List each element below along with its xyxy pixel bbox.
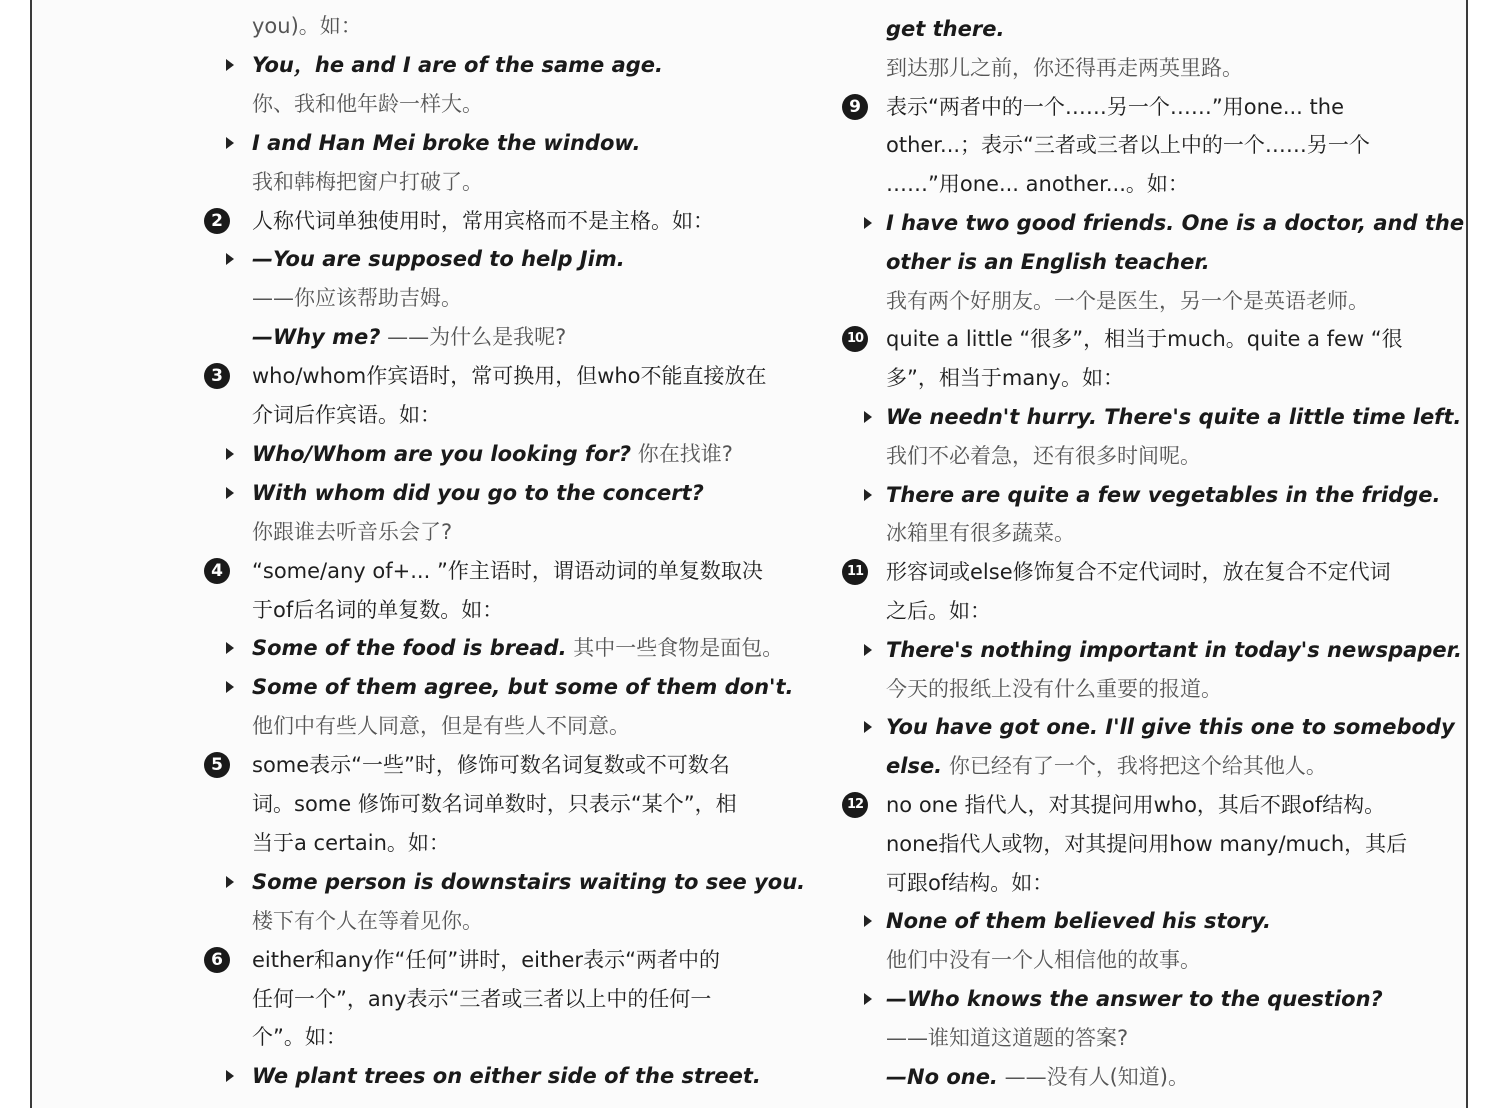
bullet-triangle-icon: [864, 721, 872, 733]
rule-text: 可跟of结构。如：: [886, 870, 1054, 895]
translation-text: 冰箱里有很多蔬菜。: [886, 521, 1075, 546]
example-sentence: There are quite a few vegetables in the fridge.: [886, 482, 1441, 507]
item-number-3: 3: [204, 363, 230, 389]
bullet-triangle-icon: [226, 681, 234, 693]
rule-text: 人称代词单独使用时，常用宾格而不是主格。如：: [252, 208, 714, 233]
example-sentence: We plant trees on either side of the street.: [252, 1064, 761, 1089]
translation-text: 我有两个好朋友。一个是医生，另一个是英语老师。: [886, 288, 1369, 313]
item-number-11: 11: [842, 559, 868, 585]
example-sentence: get there.: [886, 17, 1005, 41]
example-sentence: I and Han Mei broke the window.: [252, 130, 641, 155]
item-number-10: 10: [842, 326, 868, 352]
rule-text: ……”用one... another...。如：: [886, 172, 1189, 197]
example-sentence: —No one. ——没有人(知道)。: [886, 1064, 1189, 1089]
bullet-triangle-icon: [226, 1070, 234, 1082]
item-number-4: 4: [204, 558, 230, 584]
rule-text: who/whom作宾语时，常可换用，但who不能直接放在: [252, 364, 767, 389]
translation-text: 你跟谁去听音乐会了?: [252, 519, 453, 544]
example-sentence: There's nothing important in today's newspaper.: [886, 637, 1462, 662]
item-number-2: 2: [204, 208, 230, 234]
bullet-triangle-icon: [226, 642, 234, 654]
rule-text: 任何一个”，any表示“三者或三者以上中的任何一: [252, 986, 712, 1011]
rule-text: 表示“两者中的一个……另一个……”用one... the: [886, 94, 1344, 119]
example-sentence: Some of the food is bread. 其中一些食物是面包。: [252, 636, 784, 661]
bullet-triangle-icon: [864, 489, 872, 501]
item-number-9: 9: [842, 94, 868, 120]
bullet-triangle-icon: [864, 993, 872, 1005]
rule-text: none指代人或物，对其提问用how many/much，其后: [886, 831, 1408, 856]
bullet-triangle-icon: [864, 644, 872, 656]
example-sentence: else. 你已经有了一个，我将把这个给其他人。: [886, 754, 1327, 779]
rule-text: other...；表示“三者或三者以上中的一个……另一个: [886, 133, 1370, 158]
rule-text: 当于a certain。如：: [252, 830, 450, 855]
bullet-triangle-icon: [226, 59, 234, 71]
example-sentence: With whom did you go to the concert?: [252, 480, 704, 505]
example-sentence: other is an English teacher.: [886, 249, 1210, 274]
bullet-triangle-icon: [226, 137, 234, 149]
translation-text: ——谁知道这道题的答案?: [886, 1025, 1129, 1050]
bullet-triangle-icon: [864, 217, 872, 229]
example-sentence: I have two good friends. One is a doctor, and the: [886, 211, 1465, 235]
rule-text: 介词后作宾语。如：: [252, 403, 441, 427]
example-sentence: —Who knows the answer to the question?: [886, 987, 1383, 1011]
example-sentence: We needn't hurry. There's quite a little time left.: [886, 405, 1462, 429]
translation-text: ——你应该帮助吉姆。: [252, 286, 462, 311]
rule-text: 词。some 修饰可数名词单数时，只表示“某个”，相: [252, 792, 737, 816]
rule-text: 形容词或else修饰复合不定代词时，放在复合不定代词: [886, 560, 1391, 585]
example-sentence: —Why me? ——为什么是我呢?: [252, 325, 567, 350]
bullet-triangle-icon: [226, 876, 234, 888]
example-sentence: Some of them agree, but some of them don't.: [252, 675, 794, 700]
rule-text: 于of后名词的单复数。如：: [252, 597, 504, 622]
translation-text: 他们中有些人同意，但是有些人不同意。: [252, 714, 630, 739]
rule-text: 之后。如：: [886, 599, 991, 623]
rule-text: 个”。如：: [252, 1025, 347, 1050]
bullet-triangle-icon: [864, 915, 872, 927]
example-sentence: Who/Whom are you looking for? 你在找谁?: [252, 441, 733, 466]
item-number-12: 12: [842, 792, 868, 818]
bullet-triangle-icon: [226, 448, 234, 460]
rule-text: quite a little “很多”，相当于much。quite a few “很: [886, 327, 1403, 352]
document-page: [30, 0, 1468, 1108]
example-sentence: None of them believed his story.: [886, 909, 1272, 934]
rule-text: “some/any of+... ”作主语时，谓语动词的单复数取决: [252, 558, 763, 583]
example-sentence: You，he and I are of the same age.: [252, 52, 663, 77]
item-number-6: 6: [204, 947, 230, 973]
translation-text: 他们中没有一个人相信他的故事。: [886, 948, 1201, 973]
translation-text: 今天的报纸上没有什么重要的报道。: [886, 676, 1222, 701]
example-sentence: —You are supposed to help Jim.: [252, 247, 625, 272]
translation-text: 你、我和他年龄一样大。: [252, 91, 483, 116]
rule-text: either和any作“任何”讲时，either表示“两者中的: [252, 947, 720, 972]
bullet-triangle-icon: [226, 487, 234, 499]
translation-text: 到达那儿之前，你还得再走两英里路。: [886, 55, 1243, 80]
example-sentence: You have got one. I'll give this one to somebody: [886, 715, 1455, 740]
translation-text: 我们不必着急，还有很多时间呢。: [886, 443, 1201, 468]
translation-text: 楼下有个人在等着见你。: [252, 908, 483, 933]
example-sentence: Some person is downstairs waiting to see you.: [252, 869, 806, 894]
translation-text: you)。如：: [252, 14, 362, 38]
rule-text: some表示“一些”时，修饰可数名词复数或不可数名: [252, 753, 730, 778]
bullet-triangle-icon: [226, 253, 234, 265]
item-number-5: 5: [204, 752, 230, 778]
rule-text: no one 指代人，对其提问用who，其后不跟of结构。: [886, 793, 1386, 817]
rule-text: 多”，相当于many。如：: [886, 366, 1124, 391]
bullet-triangle-icon: [864, 411, 872, 423]
translation-text: 我和韩梅把窗户打破了。: [252, 169, 483, 194]
